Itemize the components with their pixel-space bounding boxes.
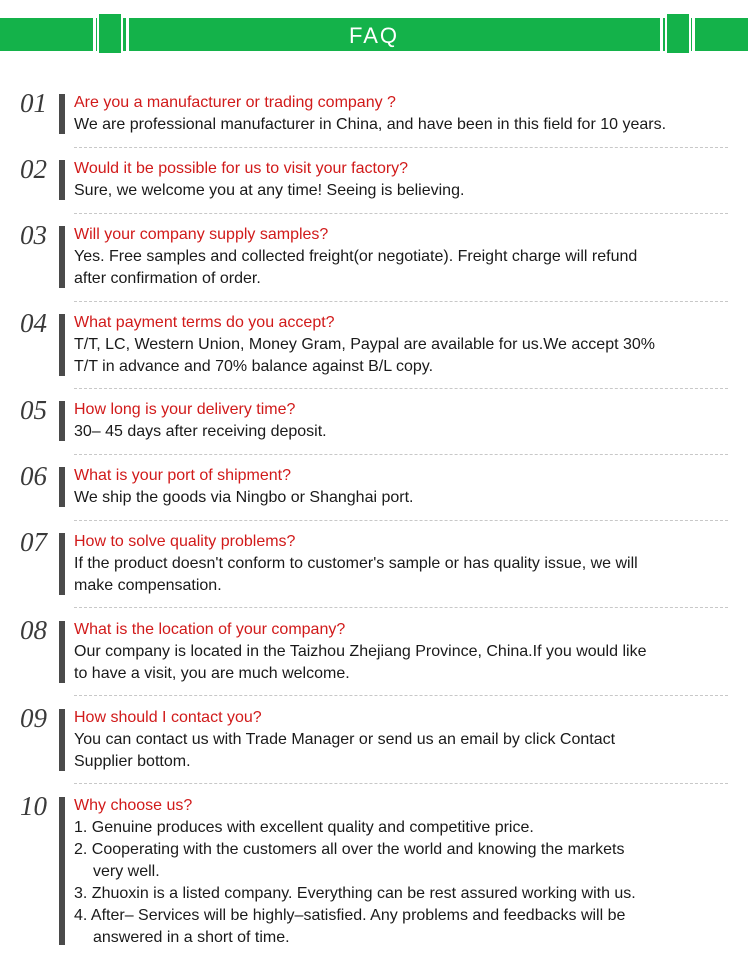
faq-content <box>74 399 734 443</box>
faq-answer-line: 2. Cooperating with the customers all over the world and knowing the markets <box>74 841 625 858</box>
faq-content <box>74 92 734 136</box>
faq-marker-bar <box>59 314 65 376</box>
divider <box>74 301 728 302</box>
faq-content <box>74 619 734 685</box>
faq-number: 05 <box>20 395 47 425</box>
faq-marker-bar <box>59 160 65 200</box>
faq-answer-line: answered in a short of time. <box>93 929 290 946</box>
divider <box>74 520 728 521</box>
faq-answer-line: make compensation. <box>74 577 222 594</box>
faq-marker-bar <box>59 709 65 771</box>
faq-number: 06 <box>20 461 47 491</box>
faq-answer-line: Yes. Free samples and collected freight(or negotiate). Freight charge will refund <box>74 248 638 265</box>
faq-answer <box>74 180 734 202</box>
faq-answer <box>74 421 734 443</box>
faq-number: 02 <box>20 154 47 184</box>
faq-question: How should I contact you? <box>74 709 262 726</box>
faq-number: 07 <box>20 527 47 557</box>
divider <box>74 695 728 696</box>
faq-answer-line: You can contact us with Trade Manager or send us an email by click Contact <box>74 731 616 748</box>
faq-marker-bar <box>59 621 65 683</box>
faq-number: 04 <box>20 308 47 338</box>
faq-marker-bar <box>59 94 65 134</box>
faq-question: Why choose us? <box>74 797 193 814</box>
faq-content <box>74 312 734 378</box>
faq-answer <box>74 817 734 949</box>
faq-answer <box>74 729 734 773</box>
faq-question: What is the location of your company? <box>74 621 346 638</box>
faq-answer-line: Supplier bottom. <box>74 753 191 770</box>
faq-answer <box>74 641 734 685</box>
faq-question: How to solve quality problems? <box>74 533 296 550</box>
faq-number: 09 <box>20 703 47 733</box>
faq-number: 08 <box>20 615 47 645</box>
faq-answer-line: 4. After– Services will be highly–satisfied. Any problems and feedbacks will be <box>74 907 626 924</box>
faq-marker-bar <box>59 401 65 441</box>
faq-answer-line: T/T, LC, Western Union, Money Gram, Paypal are available for us.We accept 30% <box>74 336 655 353</box>
divider <box>74 783 728 784</box>
faq-answer <box>74 553 734 597</box>
faq-answer <box>74 334 734 378</box>
faq-content <box>74 465 734 509</box>
divider <box>74 213 728 214</box>
faq-answer-line: after confirmation of order. <box>74 270 261 287</box>
faq-answer-line: 1. Genuine produces with excellent quality and competitive price. <box>74 819 534 836</box>
faq-marker-bar <box>59 533 65 595</box>
faq-question: Will your company supply samples? <box>74 226 329 243</box>
faq-answer-line: 3. Zhuoxin is a listed company. Everything can be rest assured working with us. <box>74 885 636 902</box>
faq-answer-line: Sure, we welcome you at any time! Seeing is believing. <box>74 182 465 199</box>
divider <box>74 454 728 455</box>
faq-answer-line: We are professional manufacturer in China, and have been in this field for 10 years. <box>74 116 667 133</box>
faq-marker-bar <box>59 467 65 507</box>
faq-question: What payment terms do you accept? <box>74 314 335 331</box>
faq-question: How long is your delivery time? <box>74 401 296 418</box>
faq-content <box>74 795 734 949</box>
faq-answer-line: Our company is located in the Taizhou Zhejiang Province, China.If you would like <box>74 643 647 660</box>
faq-answer-line: very well. <box>93 863 160 880</box>
faq-answer-line: T/T in advance and 70% balance against B/L copy. <box>74 358 434 375</box>
faq-answer-line: If the product doesn't conform to customer's sample or has quality issue, we will <box>74 555 638 572</box>
faq-content <box>74 158 734 202</box>
faq-answer <box>74 114 734 136</box>
faq-question: Are you a manufacturer or trading company ? <box>74 94 396 111</box>
page-title: FAQ <box>348 23 399 48</box>
faq-answer-line: We ship the goods via Ningbo or Shanghai port. <box>74 489 414 506</box>
faq-answer-line: to have a visit, you are much welcome. <box>74 665 350 682</box>
faq-answer <box>74 246 734 290</box>
faq-question: Would it be possible for us to visit your factory? <box>74 160 409 177</box>
faq-marker-bar <box>59 797 65 945</box>
faq-content <box>74 224 734 290</box>
faq-number: 01 <box>20 88 47 118</box>
faq-answer-line: 30– 45 days after receiving deposit. <box>74 423 327 440</box>
divider <box>74 607 728 608</box>
faq-content <box>74 707 734 773</box>
divider <box>74 147 728 148</box>
faq-number: 10 <box>20 791 47 821</box>
faq-marker-bar <box>59 226 65 288</box>
divider <box>74 388 728 389</box>
faq-answer <box>74 487 734 509</box>
faq-content <box>74 531 734 597</box>
faq-question: What is your port of shipment? <box>74 467 291 484</box>
faq-number: 03 <box>20 220 47 250</box>
